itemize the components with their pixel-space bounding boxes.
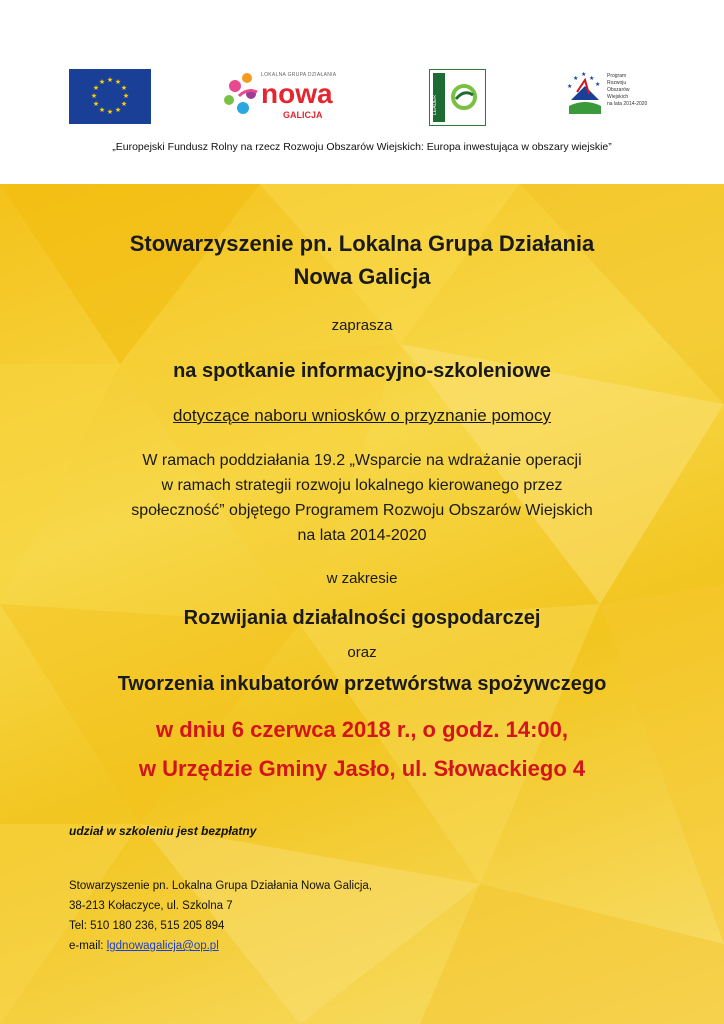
lgd-logo-sub-text: GALICJA — [283, 110, 323, 120]
svg-text:★: ★ — [106, 76, 114, 84]
description — [0, 448, 724, 548]
prow-logo-line: Rozwoju — [607, 80, 627, 86]
description-line: społeczność” objętego Programem Rozwoju Obszarów Wiejskich — [131, 502, 593, 519]
svg-text:★: ★ — [589, 75, 595, 82]
prow-logo-line: Obszarów — [607, 87, 630, 93]
contact-phone: Tel: 510 180 236, 515 205 894 — [69, 920, 225, 932]
svg-text:★: ★ — [92, 100, 100, 108]
organizer-title-line2: Nowa Galicja — [293, 264, 431, 289]
svg-text:★: ★ — [90, 92, 98, 100]
prow-logo-text — [607, 73, 647, 108]
description-line: w ramach strategii rozwoju lokalnego kierowanego przez — [161, 477, 563, 494]
prow-logo — [565, 70, 655, 125]
event-date: w dniu 6 czerwca 2018 r., o godz. 14:00, — [155, 717, 569, 742]
header — [0, 0, 724, 184]
contact-address: 38-213 Kołaczyce, ul. Szkolna 7 — [69, 900, 233, 912]
leader-logo-text: LEADER — [432, 94, 438, 115]
description-line: na lata 2014-2020 — [297, 527, 427, 544]
eafrd-slogan: „Europejski Fundusz Rolny na rzecz Rozwoju Obszarów Wiejskich: Europa inwestująca w obszary wiejskie” — [112, 141, 612, 153]
svg-text:★: ★ — [595, 81, 601, 88]
organizer-title-line1: Stowarzyszenie pn. Lokalna Grupa Działania — [129, 231, 595, 256]
prow-logo-line: Wiejskich — [607, 94, 629, 100]
contact-email-label: e-mail: — [69, 940, 107, 952]
contact-block — [69, 876, 372, 956]
leader-logo — [429, 69, 486, 126]
svg-text:★: ★ — [106, 108, 114, 116]
contact-email-row — [69, 936, 372, 956]
svg-text:★: ★ — [114, 106, 122, 114]
svg-text:★: ★ — [120, 100, 128, 108]
subject-text: dotyczące naboru wniosków o przyznanie pomocy — [173, 406, 551, 425]
event-title: na spotkanie informacyjno-szkoleniowe — [173, 360, 551, 382]
eu-flag-icon — [69, 69, 151, 124]
description-line: W ramach poddziałania 19.2 „Wsparcie na wdrażanie operacji — [142, 452, 582, 469]
poster — [0, 184, 724, 1024]
scope-intro: w zakresie — [326, 570, 398, 587]
scope-item-2: Tworzenia inkubatorów przetwórstwa spożywczego — [117, 673, 607, 695]
event-location: w Urzędzie Gminy Jasło, ul. Słowackiego 4 — [138, 756, 586, 781]
svg-text:★: ★ — [98, 78, 106, 86]
prow-logo-line: na lata 2014-2020 — [607, 101, 648, 107]
svg-text:★: ★ — [114, 78, 122, 86]
lgd-logo-big-text: nowa — [261, 78, 333, 109]
lgd-logo-small-text: LOKALNA GRUPA DZIAŁANIA — [261, 72, 337, 78]
svg-text:★: ★ — [567, 83, 573, 90]
and-text: oraz — [347, 644, 377, 661]
invites-text: zaprasza — [331, 317, 393, 334]
svg-text:★: ★ — [92, 84, 100, 92]
scope-item-1: Rozwijania działalności gospodarczej — [183, 607, 541, 629]
svg-text:★: ★ — [573, 75, 579, 82]
svg-text:★: ★ — [98, 106, 106, 114]
contact-email-link[interactable]: lgdnowagalicja@op.pl — [106, 940, 219, 952]
contact-organization: Stowarzyszenie pn. Lokalna Grupa Działania Nowa Galicja, — [69, 880, 372, 892]
svg-text:★: ★ — [120, 84, 128, 92]
svg-text:★: ★ — [581, 71, 587, 78]
free-participation-note: udział w szkoleniu jest bezpłatny — [69, 824, 257, 838]
lgd-nowa-galicja-logo — [221, 68, 346, 128]
svg-text:★: ★ — [122, 92, 130, 100]
prow-logo-line: Program — [607, 73, 627, 79]
